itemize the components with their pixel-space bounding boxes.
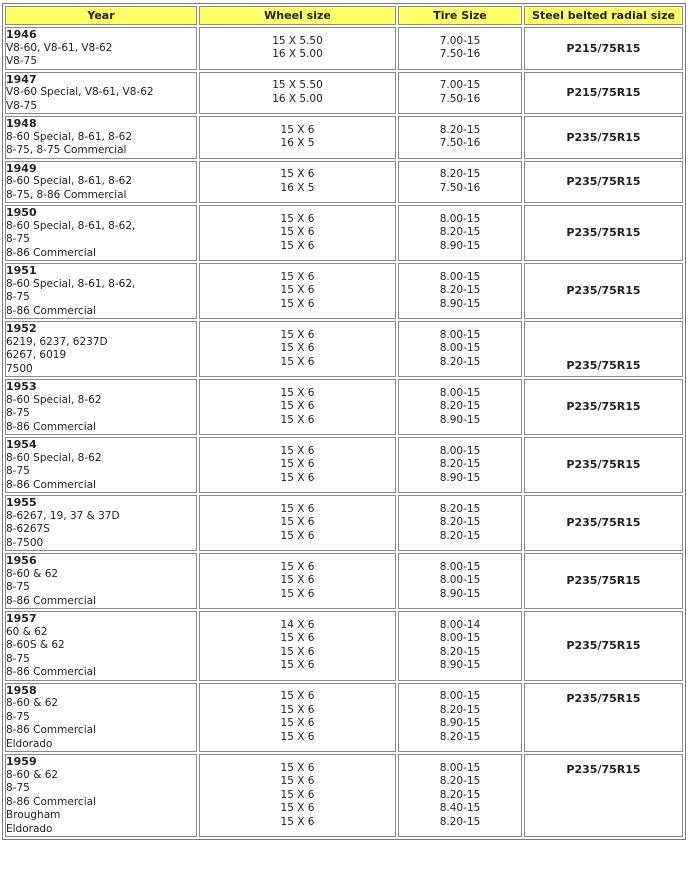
wheel-size-value: 15 X 6 (280, 413, 315, 426)
radial-size-cell: P235/75R15 (524, 263, 683, 319)
wheel-size-cell (199, 27, 396, 70)
model-year: 1948 (6, 117, 37, 130)
model-year: 1952 (6, 322, 37, 335)
wheel-size-value: 16 X 5.00 (272, 48, 323, 61)
model-names: 8-75 (6, 710, 30, 723)
tire-size-cell (398, 205, 522, 261)
radial-size-cell: P235/75R15 (524, 754, 683, 837)
tire-size-value: 7.50-16 (439, 181, 481, 194)
tire-size-cell (398, 437, 522, 493)
wheel-size-header: Wheel size (199, 6, 396, 25)
wheel-size-value: 15 X 6 (280, 342, 315, 355)
wheel-size-cell (199, 161, 396, 204)
radial-size-cell: P235/75R15 (524, 116, 683, 159)
tire-size-value: 8.90-15 (439, 659, 481, 672)
model-names: 8-86 Commercial (6, 594, 96, 607)
wheel-size-value: 15 X 6 (280, 730, 315, 743)
year-cell (5, 754, 197, 837)
model-names: 8-6267S (6, 523, 50, 535)
year-cell (5, 116, 197, 159)
wheel-size-cell (199, 205, 396, 261)
tire-size-value: 8.20-15 (439, 703, 481, 716)
model-names: 8-75, 8-86 Commercial (6, 188, 127, 201)
tire-size-value: 7.00-15 (439, 79, 481, 92)
radial-size-cell: P235/75R15 (524, 321, 683, 377)
wheel-size-cell (199, 321, 396, 377)
wheel-size-value: 15 X 6 (280, 168, 315, 181)
model-names: 8-60 & 62 (6, 567, 59, 580)
tire-size-value: 8.00-15 (439, 444, 481, 457)
tire-size-value: 8.20-15 (439, 226, 481, 239)
model-names: Eldorado (6, 737, 53, 750)
tire-size-value: 8.00-15 (439, 690, 481, 703)
wheel-size-value: 15 X 6 (280, 690, 315, 703)
year-cell (5, 495, 197, 551)
wheel-size-value: 16 X 5 (280, 137, 315, 150)
tire-size-value: 8.40-15 (439, 802, 481, 815)
table-row (5, 683, 683, 753)
wheel-size-value: 15 X 6 (280, 560, 315, 573)
year-cell (5, 683, 197, 753)
radial-size-cell: P215/75R15 (524, 72, 683, 115)
tire-size-value: 8.00-15 (439, 328, 481, 341)
tire-size-value: 8.00-14 (439, 618, 481, 631)
model-year: 1959 (6, 755, 37, 768)
tire-size-value: 8.00-15 (439, 574, 481, 587)
wheel-size-value: 15 X 6 (280, 386, 315, 399)
year-cell (5, 72, 197, 115)
model-names: 7500 (6, 362, 33, 375)
table-row (5, 553, 683, 609)
model-names: V8-75 (6, 99, 38, 112)
model-names: 8-75, 8-75 Commercial (6, 144, 127, 156)
tire-size-value: 8.20-15 (439, 168, 481, 181)
model-names: 8-75 (6, 465, 30, 477)
tire-size-value: 8.00-15 (439, 270, 481, 283)
year-cell (5, 379, 197, 435)
wheel-size-cell (199, 379, 396, 435)
wheel-size-value: 15 X 6 (280, 529, 315, 542)
tire-size-value: 7.50-16 (439, 137, 481, 150)
model-year: 1957 (6, 612, 37, 625)
table-row (5, 205, 683, 261)
model-names: 8-75 (6, 291, 30, 303)
tire-size-value: 8.90-15 (439, 413, 481, 426)
wheel-size-value: 15 X 6 (280, 328, 315, 341)
tire-size-value: 8.00-15 (439, 342, 481, 355)
wheel-size-value: 15 X 6 (280, 123, 315, 136)
year-cell (5, 27, 197, 70)
wheel-size-value: 15 X 6 (280, 632, 315, 645)
radial-size-header: Steel belted radial size (524, 6, 683, 25)
year-cell (5, 553, 197, 609)
model-names: 8-75 (6, 233, 30, 245)
year-cell (5, 161, 197, 204)
wheel-size-value: 15 X 6 (280, 297, 315, 310)
model-names: 8-60 Special, 8-62 (6, 393, 102, 406)
tire-size-value: 8.90-15 (439, 471, 481, 484)
tire-size-value: 8.00-15 (439, 632, 481, 645)
tire-size-value: 8.20-15 (439, 355, 481, 368)
table-row (5, 72, 683, 115)
wheel-size-value: 15 X 6 (280, 788, 315, 801)
year-cell (5, 263, 197, 319)
table-row (5, 161, 683, 204)
tire-size-value: 8.90-15 (439, 239, 481, 252)
radial-size-cell: P235/75R15 (524, 611, 683, 681)
tire-size-value: 8.20-15 (439, 400, 481, 413)
wheel-size-value: 15 X 6 (280, 458, 315, 471)
tire-size-value: 8.00-15 (439, 212, 481, 225)
wheel-size-cell (199, 263, 396, 319)
radial-size-cell: P235/75R15 (524, 161, 683, 204)
tire-size-cell (398, 161, 522, 204)
tire-size-value: 8.20-15 (439, 815, 481, 828)
table-row (5, 495, 683, 551)
wheel-size-value: 15 X 6 (280, 284, 315, 297)
model-year: 1946 (6, 28, 37, 41)
model-names: 8-60 Special, 8-61, 8-62 (6, 130, 133, 143)
radial-size-cell: P235/75R15 (524, 379, 683, 435)
radial-size-cell: P235/75R15 (524, 437, 683, 493)
model-names: 8-86 Commercial (6, 420, 96, 433)
tire-size-cell (398, 683, 522, 753)
wheel-size-value: 14 X 6 (280, 618, 315, 631)
table-row (5, 321, 683, 377)
model-names: 60 & 62 (6, 625, 48, 638)
model-names: 8-6267, 19, 37 & 37D (6, 509, 120, 522)
model-year: 1955 (6, 496, 37, 509)
tire-size-cell (398, 72, 522, 115)
wheel-size-value: 15 X 6 (280, 717, 315, 730)
wheel-size-value: 16 X 5 (280, 181, 315, 194)
model-names: 8-75 (6, 407, 30, 419)
tire-size-value: 7.50-16 (439, 48, 481, 61)
wheel-size-value: 15 X 5.50 (272, 34, 323, 47)
model-names: 8-60 Special, 8-62 (6, 451, 102, 464)
header-row (5, 6, 683, 25)
wheel-size-value: 15 X 6 (280, 270, 315, 283)
radial-size-cell: P235/75R15 (524, 495, 683, 551)
tire-size-value: 8.20-15 (439, 502, 481, 515)
tire-size-value: 8.20-15 (439, 775, 481, 788)
model-names: 8-60 & 62 (6, 697, 59, 709)
tire-size-value: 8.20-15 (439, 123, 481, 136)
model-names: 8-86 Commercial (6, 478, 96, 491)
tire-size-cell (398, 754, 522, 837)
model-names: Eldorado (6, 822, 53, 835)
wheel-size-value: 15 X 6 (280, 645, 315, 658)
wheel-size-value: 15 X 5.50 (272, 79, 323, 92)
model-names: 8-60S & 62 (6, 639, 65, 651)
tire-size-cell (398, 321, 522, 377)
wheel-size-cell (199, 72, 396, 115)
model-names: V8-60 Special, V8-61, V8-62 (6, 86, 154, 98)
table-row (5, 611, 683, 681)
wheel-size-cell (199, 437, 396, 493)
tire-size-value: 8.00-15 (439, 560, 481, 573)
tire-size-value: 8.20-15 (439, 645, 481, 658)
tire-size-value: 8.20-15 (439, 284, 481, 297)
tire-size-value: 8.00-15 (439, 386, 481, 399)
tire-spec-table (2, 3, 686, 840)
model-names: 6267, 6019 (6, 349, 67, 361)
model-names: Brougham (6, 809, 61, 821)
model-year: 1958 (6, 683, 37, 697)
wheel-size-value: 15 X 6 (280, 703, 315, 716)
radial-size-cell: P235/75R15 (524, 553, 683, 609)
wheel-size-value: 15 X 6 (280, 471, 315, 484)
wheel-size-value: 15 X 6 (280, 239, 315, 252)
tire-size-value: 8.00-15 (439, 761, 481, 774)
model-year: 1950 (6, 206, 37, 219)
model-year: 1956 (6, 554, 37, 567)
model-names: 8-60 Special, 8-61, 8-62 (6, 175, 133, 187)
tire-size-cell (398, 263, 522, 319)
model-names: 8-86 Commercial (6, 795, 96, 808)
model-names: V8-75 (6, 55, 38, 67)
year-cell (5, 205, 197, 261)
model-names: 8-7500 (6, 536, 44, 549)
year-header: Year (5, 6, 197, 25)
model-names: 8-60 Special, 8-61, 8-62, (6, 277, 136, 290)
wheel-size-value: 15 X 6 (280, 516, 315, 529)
model-year: 1947 (6, 72, 37, 86)
table-row (5, 437, 683, 493)
tire-size-value: 7.00-15 (439, 34, 481, 47)
tire-size-value: 8.90-15 (439, 717, 481, 730)
model-year: 1953 (6, 380, 37, 393)
radial-size-cell: P215/75R15 (524, 27, 683, 70)
tire-size-value: 8.20-15 (439, 458, 481, 471)
model-names: 8-86 Commercial (6, 246, 96, 259)
table-row (5, 27, 683, 70)
model-names: 8-86 Commercial (6, 666, 96, 678)
model-year: 1949 (6, 161, 37, 175)
model-names: 6219, 6237, 6237D (6, 335, 108, 348)
table-row (5, 754, 683, 837)
model-names: 8-75 (6, 782, 30, 794)
model-year: 1954 (6, 438, 37, 451)
tire-size-value: 8.20-15 (439, 529, 481, 542)
model-names: 8-86 Commercial (6, 724, 96, 736)
tire-size-cell (398, 495, 522, 551)
model-names: 8-60 Special, 8-61, 8-62, (6, 219, 136, 232)
wheel-size-cell (199, 754, 396, 837)
radial-size-cell: P235/75R15 (524, 205, 683, 261)
wheel-size-value: 15 X 6 (280, 587, 315, 600)
wheel-size-value: 15 X 6 (280, 775, 315, 788)
tire-size-header: Tire Size (398, 6, 522, 25)
wheel-size-cell (199, 611, 396, 681)
tire-size-value: 7.50-16 (439, 92, 481, 105)
wheel-size-value: 15 X 6 (280, 444, 315, 457)
wheel-size-value: 15 X 6 (280, 400, 315, 413)
wheel-size-cell (199, 683, 396, 753)
tire-size-cell (398, 27, 522, 70)
wheel-size-value: 15 X 6 (280, 502, 315, 515)
model-names: V8-60, V8-61, V8-62 (6, 41, 113, 54)
wheel-size-value: 15 X 6 (280, 802, 315, 815)
model-names: 8-60 & 62 (6, 768, 59, 781)
wheel-size-value: 15 X 6 (280, 659, 315, 672)
model-names: 8-75 (6, 581, 30, 593)
wheel-size-value: 15 X 6 (280, 212, 315, 225)
tire-size-value: 8.20-15 (439, 516, 481, 529)
model-year: 1951 (6, 264, 37, 277)
tire-size-cell (398, 611, 522, 681)
wheel-size-value: 15 X 6 (280, 355, 315, 368)
wheel-size-cell (199, 495, 396, 551)
wheel-size-value: 16 X 5.00 (272, 92, 323, 105)
wheel-size-value: 15 X 6 (280, 815, 315, 828)
table-row (5, 263, 683, 319)
wheel-size-value: 15 X 6 (280, 574, 315, 587)
wheel-size-cell (199, 116, 396, 159)
tire-size-value: 8.20-15 (439, 788, 481, 801)
year-cell (5, 437, 197, 493)
radial-size-cell: P235/75R15 (524, 683, 683, 753)
tire-size-value: 8.90-15 (439, 297, 481, 310)
tire-size-cell (398, 116, 522, 159)
tire-size-cell (398, 553, 522, 609)
table-row (5, 116, 683, 159)
model-names: 8-75 (6, 652, 30, 665)
wheel-size-cell (199, 553, 396, 609)
year-cell (5, 611, 197, 681)
table-row (5, 379, 683, 435)
model-names: 8-86 Commercial (6, 304, 96, 317)
year-cell (5, 321, 197, 377)
wheel-size-value: 15 X 6 (280, 226, 315, 239)
tire-size-value: 8.20-15 (439, 730, 481, 743)
tire-size-cell (398, 379, 522, 435)
tire-size-value: 8.90-15 (439, 587, 481, 600)
wheel-size-value: 15 X 6 (280, 761, 315, 774)
